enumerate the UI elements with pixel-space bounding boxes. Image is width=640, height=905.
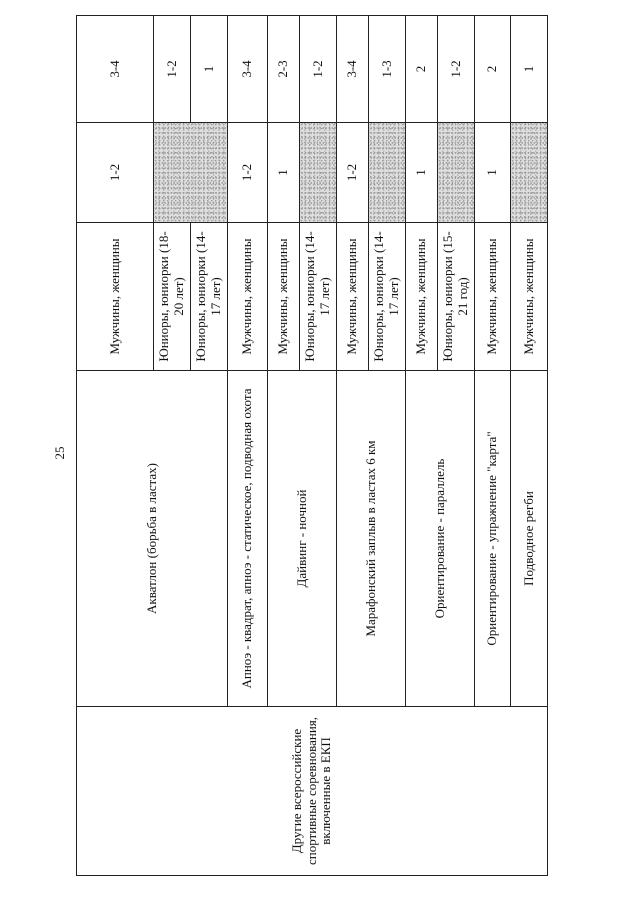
discipline-cell: Апноэ - квадрат, апноэ - статическое, подводная охота bbox=[228, 371, 268, 707]
ranking-cell: 1-2 bbox=[228, 123, 268, 223]
ranking-cell: 1 bbox=[268, 123, 300, 223]
ranking-cell: 3-4 bbox=[77, 16, 154, 123]
group-cell: Мужчины, женщины bbox=[511, 223, 548, 371]
discipline-cell: Марафонский заплыв в ластах 6 км bbox=[337, 371, 406, 707]
rotated-table-sheet bbox=[76, 16, 536, 876]
ranking-cell: 1-2 bbox=[154, 16, 191, 123]
category-cell: Другие всероссийские спортивные соревнования, включенные в ЕКП bbox=[77, 707, 548, 876]
ranking-cell: 2-3 bbox=[268, 16, 300, 123]
ranking-cell: 1-2 bbox=[438, 16, 475, 123]
ranking-cell: 1-2 bbox=[337, 123, 369, 223]
discipline-cell: Ориентирование - упражнение "карта" bbox=[475, 371, 511, 707]
shaded-cell bbox=[369, 123, 406, 223]
ranking-cell: 1-3 bbox=[369, 16, 406, 123]
shaded-cell bbox=[300, 123, 337, 223]
ranking-cell: 1-2 bbox=[300, 16, 337, 123]
ranking-cell: 3-4 bbox=[228, 16, 268, 123]
ranking-cell: 3-4 bbox=[337, 16, 369, 123]
group-cell: Юниоры, юниорки (15-21 год) bbox=[438, 223, 475, 371]
discipline-cell: Дайвинг - ночной bbox=[268, 371, 337, 707]
shaded-cell bbox=[438, 123, 475, 223]
group-cell: Юниоры, юниорки (14-17 лет) bbox=[191, 223, 228, 371]
group-cell: Мужчины, женщины bbox=[77, 223, 154, 371]
group-cell: Юниоры, юниорки (18-20 лет) bbox=[154, 223, 191, 371]
ranking-cell: 1 bbox=[475, 123, 511, 223]
ranking-cell: 2 bbox=[406, 16, 438, 123]
table-row bbox=[77, 16, 154, 876]
discipline-cell: Акватлон (борьба в ластах) bbox=[77, 371, 228, 707]
group-cell: Мужчины, женщины bbox=[337, 223, 369, 371]
ranking-cell: 1 bbox=[406, 123, 438, 223]
group-cell: Мужчины, женщины bbox=[228, 223, 268, 371]
ranking-cell: 1 bbox=[191, 16, 228, 123]
ranking-cell: 1-2 bbox=[77, 123, 154, 223]
group-cell: Мужчины, женщины bbox=[268, 223, 300, 371]
shaded-cell bbox=[511, 123, 548, 223]
group-cell: Юниоры, юниорки (14-17 лет) bbox=[300, 223, 337, 371]
discipline-cell: Подводное регби bbox=[511, 371, 548, 707]
page-number: 25 bbox=[52, 446, 67, 460]
group-cell: Юниоры, юниорки (14-17 лет) bbox=[369, 223, 406, 371]
discipline-cell: Ориентирование - параллель bbox=[406, 371, 475, 707]
ranking-cell: 1 bbox=[511, 16, 548, 123]
group-cell: Мужчины, женщины bbox=[475, 223, 511, 371]
shaded-cell bbox=[154, 123, 228, 223]
competition-table bbox=[76, 15, 548, 876]
group-cell: Мужчины, женщины bbox=[406, 223, 438, 371]
ranking-cell: 2 bbox=[475, 16, 511, 123]
